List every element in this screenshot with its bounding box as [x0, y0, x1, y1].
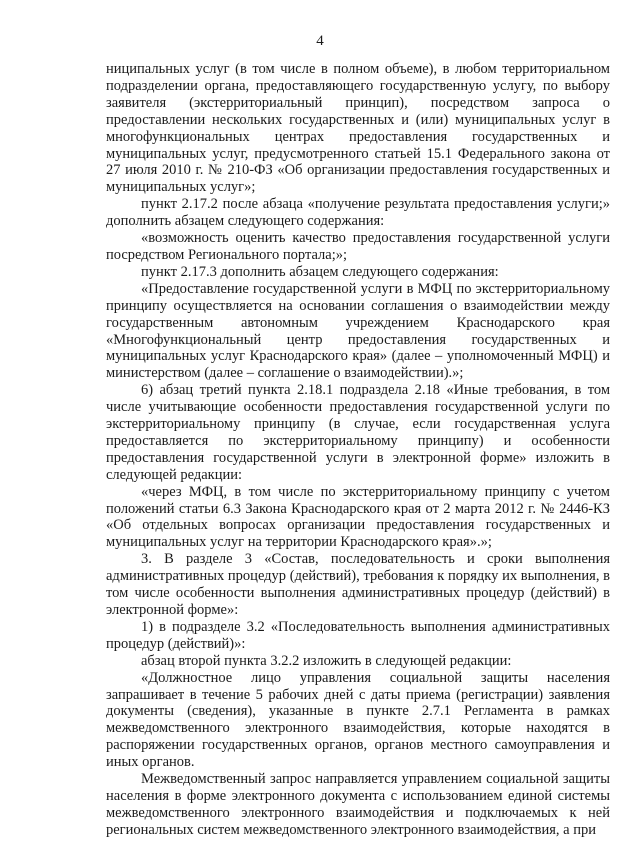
page-number: 4	[316, 33, 324, 49]
paragraph-quote-extraterritorial: «Предоставление государственной услуги в МФЦ по экстерриториальному принципу осуществляется на основании соглашения о взаимодействии между государственным автономным учреждением Краснодарского края «Многофункциональный центр предоставления государственных и муниципальных услуг Краснодарского края» (далее – уполномоченный МФЦ) и министерством (далее – соглашение о взаимодействии).»;	[106, 280, 610, 382]
paragraph-item-2-17-2: пункт 2.17.2 после абзаца «получение результата предоставления услуги;» дополнить абзацем следующего содержания:	[106, 196, 610, 230]
paragraph-continuation-mfc: ниципальных услуг (в том числе в полном объеме), в любом территориальном подразделении органа, предоставляющего государственную услугу, по выбору заявителя (экстерриториальный принцип), посредством запроса о предоставлении нескольких государственных и (или) муниципальных услуг в многофункциональных центрах предоставления государственных и муниципальных услуг, предусмотренного статьей 15.1 Федерального закона от 27 июля 2010 г. № 210-ФЗ «Об организации предоставления государственных и муниципальных услуг»;	[106, 61, 610, 196]
paragraph-item-3: 3. В разделе 3 «Состав, последовательность и сроки выполнения административных процедур (действий), требования к порядку их выполнения, в том числе особенности выполнения административных процедур (действий) в электронной форме»:	[106, 551, 610, 618]
paragraph-item-3-1: 1) в подразделе 3.2 «Последовательность выполнения административных процедур (действий)»:	[106, 618, 610, 652]
paragraph-item-3-2-2: абзац второй пункта 3.2.2 изложить в следующей редакции:	[141, 652, 512, 669]
paragraph-item-2-17-3: пункт 2.17.3 дополнить абзацем следующего содержания:	[141, 263, 499, 280]
paragraph-quote-quality: «возможность оценить качество предоставления государственной услуги посредством Регионального портала;»;	[106, 230, 610, 263]
paragraph-item-6: 6) абзац третий пункта 2.18.1 подраздела 2.18 «Иные требования, в том числе учитывающие особенности предоставления государственной услуги по экстерриториальному принципу (в случае, если государственная услуга предоставляется по экстерриториальному принципу) и особенности предоставления государственной услуги в электронной форме» изложить в следующей редакции:	[106, 382, 610, 483]
paragraph-quote-law: «через МФЦ, в том числе по экстерриториальному принципу с учетом положений статьи 6.3 Закона Краснодарского края от 2 марта 2012 г. № 2446-КЗ «Об отдельных вопросах организации предоставления государственных и муниципальных услуг на территории Краснодарского края».»;	[106, 483, 610, 551]
paragraph-quote-official: «Должностное лицо управления социальной защиты населения запрашивает в течение 5 рабочих дней с даты приема (регистрации) заявления документы (сведения), указанные в пункте 2.7.1 Регламента в рамках межведомственного электронного взаимодействия, которые находятся в распоряжении государственных органов, органов местного самоуправления и иных органов.	[106, 669, 610, 771]
paragraph-interagency-request: Межведомственный запрос направляется управлением социальной защиты населения в форме электронного документа с использованием единой системы межведомственного электронного взаимодействия и подключаемых к ней региональных систем межведомственного электронного взаимодействия, а при	[106, 771, 610, 838]
document-body	[106, 61, 610, 839]
